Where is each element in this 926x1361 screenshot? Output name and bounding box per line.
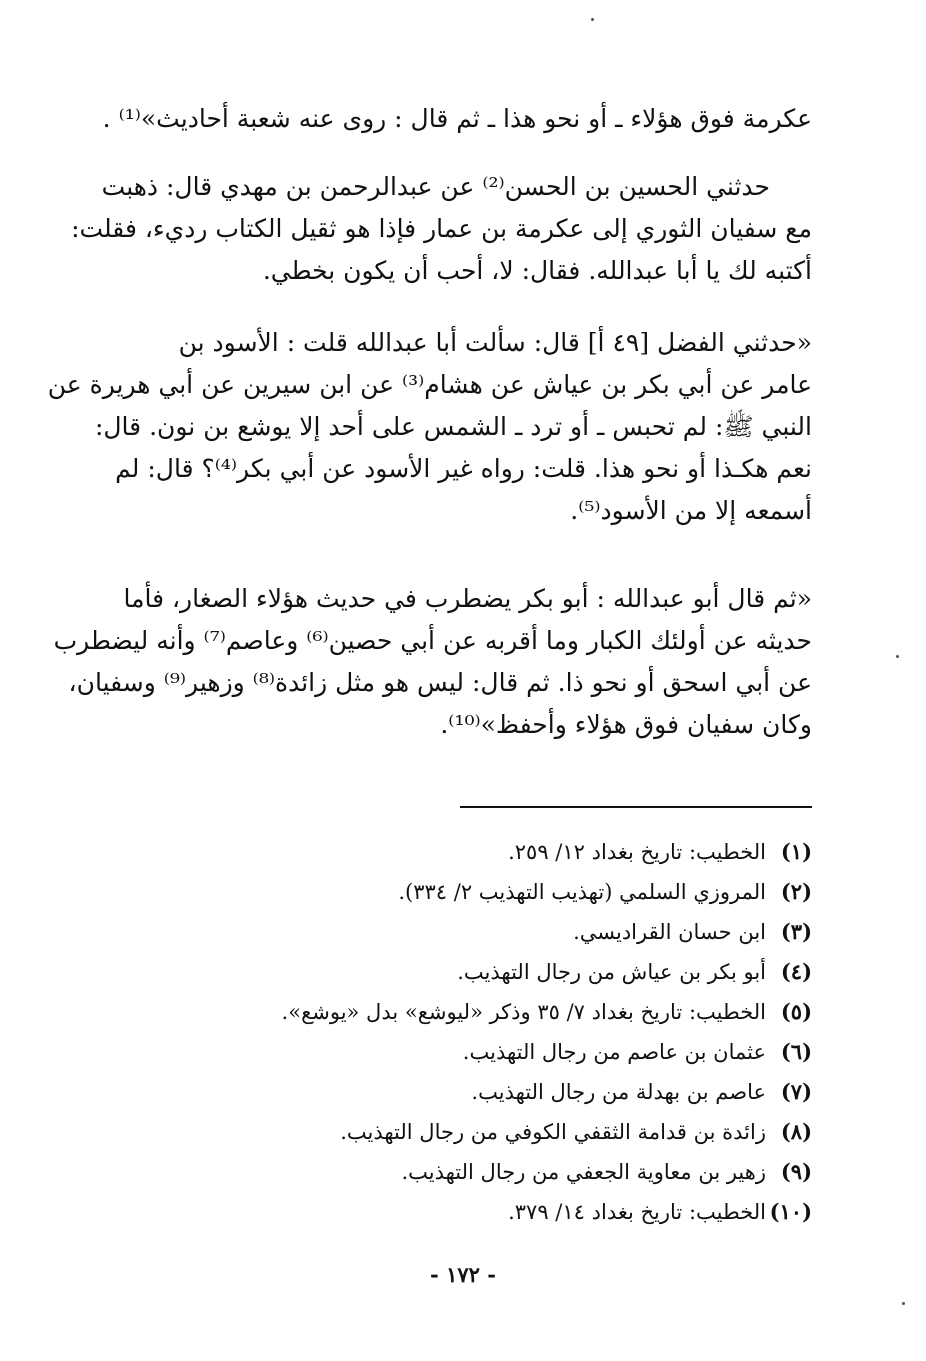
footnote-text: عثمان بن عاصم من رجال التهذيب.	[462, 1040, 766, 1064]
footnote-text: الخطيب: تاريخ بغداد ٧/ ٣٥ وذكر «ليوشع» بدل «يوشع».	[281, 1000, 766, 1024]
text-line: عكرمة فوق هؤلاء ـ أو نحو هذا ـ ثم قال : روى عنه شعبة أحاديث»⁽¹⁾ .	[102, 104, 812, 133]
footnote-item	[200, 832, 812, 872]
footnote-text: زهير بن معاوية الجعفي من رجال التهذيب.	[401, 1160, 766, 1184]
footnote-number: (٢)	[780, 879, 812, 904]
text-line: النبي ﷺ: لم تحبس ـ أو ترد ـ الشمس على أحد إلا يوشع بن نون. قال:	[94, 412, 812, 441]
footnote-number: (٧)	[780, 1079, 812, 1104]
text-line: «حدثني الفضل [٤٩ أ] قال: سألت أبا عبدالله قلت : الأسود بن	[178, 328, 812, 357]
footnote-text: الخطيب: تاريخ بغداد ١٢/ ٢٥٩.	[508, 840, 766, 864]
footnote-item	[200, 872, 812, 912]
footnote-number: (٥)	[780, 999, 812, 1024]
footnote-number: (٨)	[780, 1119, 812, 1144]
footnote-text: عاصم بن بهدلة من رجال التهذيب.	[471, 1080, 766, 1104]
paragraph-2	[71, 166, 812, 292]
text-line: عن أبي اسحق أو نحو ذا. ثم قال: ليس هو مثل زائدة⁽⁸⁾ وزهير⁽⁹⁾ وسفيان،	[68, 668, 812, 697]
paragraph-4	[53, 578, 812, 746]
scan-speck	[896, 655, 899, 658]
footnote-number: (٩)	[780, 1159, 812, 1184]
footnote-number: (٣)	[780, 919, 812, 944]
footnote-item	[200, 1072, 812, 1112]
paragraph-3	[47, 322, 812, 532]
text-line: أكتبه لك يا أبا عبدالله. فقال: لا، أحب أن يكون بخطي.	[262, 256, 812, 285]
footnotes-list	[200, 832, 812, 1232]
footnote-text: ابن حسان القراديسي.	[573, 920, 766, 944]
text-line: نعم هكـذا أو نحو هذا. قلت: رواه غير الأسود عن أبي بكر⁽⁴⁾؟ قال: لم	[115, 454, 812, 483]
footnote-item	[200, 1192, 812, 1232]
scan-speck	[902, 1302, 905, 1305]
footnote-text: أبو بكر بن عياش من رجال التهذيب.	[457, 960, 766, 984]
text-line: وكان سفيان فوق هؤلاء وأحفظ»⁽¹⁰⁾.	[440, 710, 812, 739]
scan-speck	[591, 18, 594, 21]
footnote-number: (١)	[780, 839, 812, 864]
footnote-number: (٤)	[780, 959, 812, 984]
page-number: - ١٧٢ -	[430, 1262, 496, 1287]
text-line: عامر عن أبي بكر بن عياش عن هشام⁽³⁾ عن ابن سيرين عن أبي هريرة عن	[47, 370, 812, 399]
text-line: أسمعه إلا من الأسود⁽⁵⁾.	[570, 496, 812, 525]
footnote-item	[200, 912, 812, 952]
text-line: «ثم قال أبو عبدالله : أبو بكر يضطرب في حديث هؤلاء الصغار، فأما	[123, 584, 812, 613]
footnote-item	[200, 1112, 812, 1152]
text-line: مع سفيان الثوري إلى عكرمة بن عمار فإذا هو ثقيل الكتاب رديء، فقلت:	[71, 214, 812, 243]
footnote-text: المروزي السلمي (تهذيب التهذيب ٢/ ٣٣٤).	[398, 880, 766, 904]
footnote-text: زائدة بن قدامة الثقفي الكوفي من رجال التهذيب.	[340, 1120, 766, 1144]
footnote-text: الخطيب: تاريخ بغداد ١٤/ ٣٧٩.	[508, 1200, 766, 1224]
footnote-number: (٦)	[780, 1039, 812, 1064]
footnote-item	[200, 1032, 812, 1072]
footnote-item	[200, 992, 812, 1032]
text-line: حدثني الحسين بن الحسن⁽²⁾ عن عبدالرحمن بن مهدي قال: ذهبت	[101, 172, 770, 201]
footnote-item	[200, 1152, 812, 1192]
footnote-item	[200, 952, 812, 992]
footnote-separator	[460, 806, 812, 808]
text-line: حديثه عن أولئك الكبار وما أقربه عن أبي حصين⁽⁶⁾ وعاصم⁽⁷⁾ وأنه ليضطرب	[53, 626, 812, 655]
footnote-number: (١٠)	[769, 1199, 812, 1224]
paragraph-1	[102, 98, 812, 140]
